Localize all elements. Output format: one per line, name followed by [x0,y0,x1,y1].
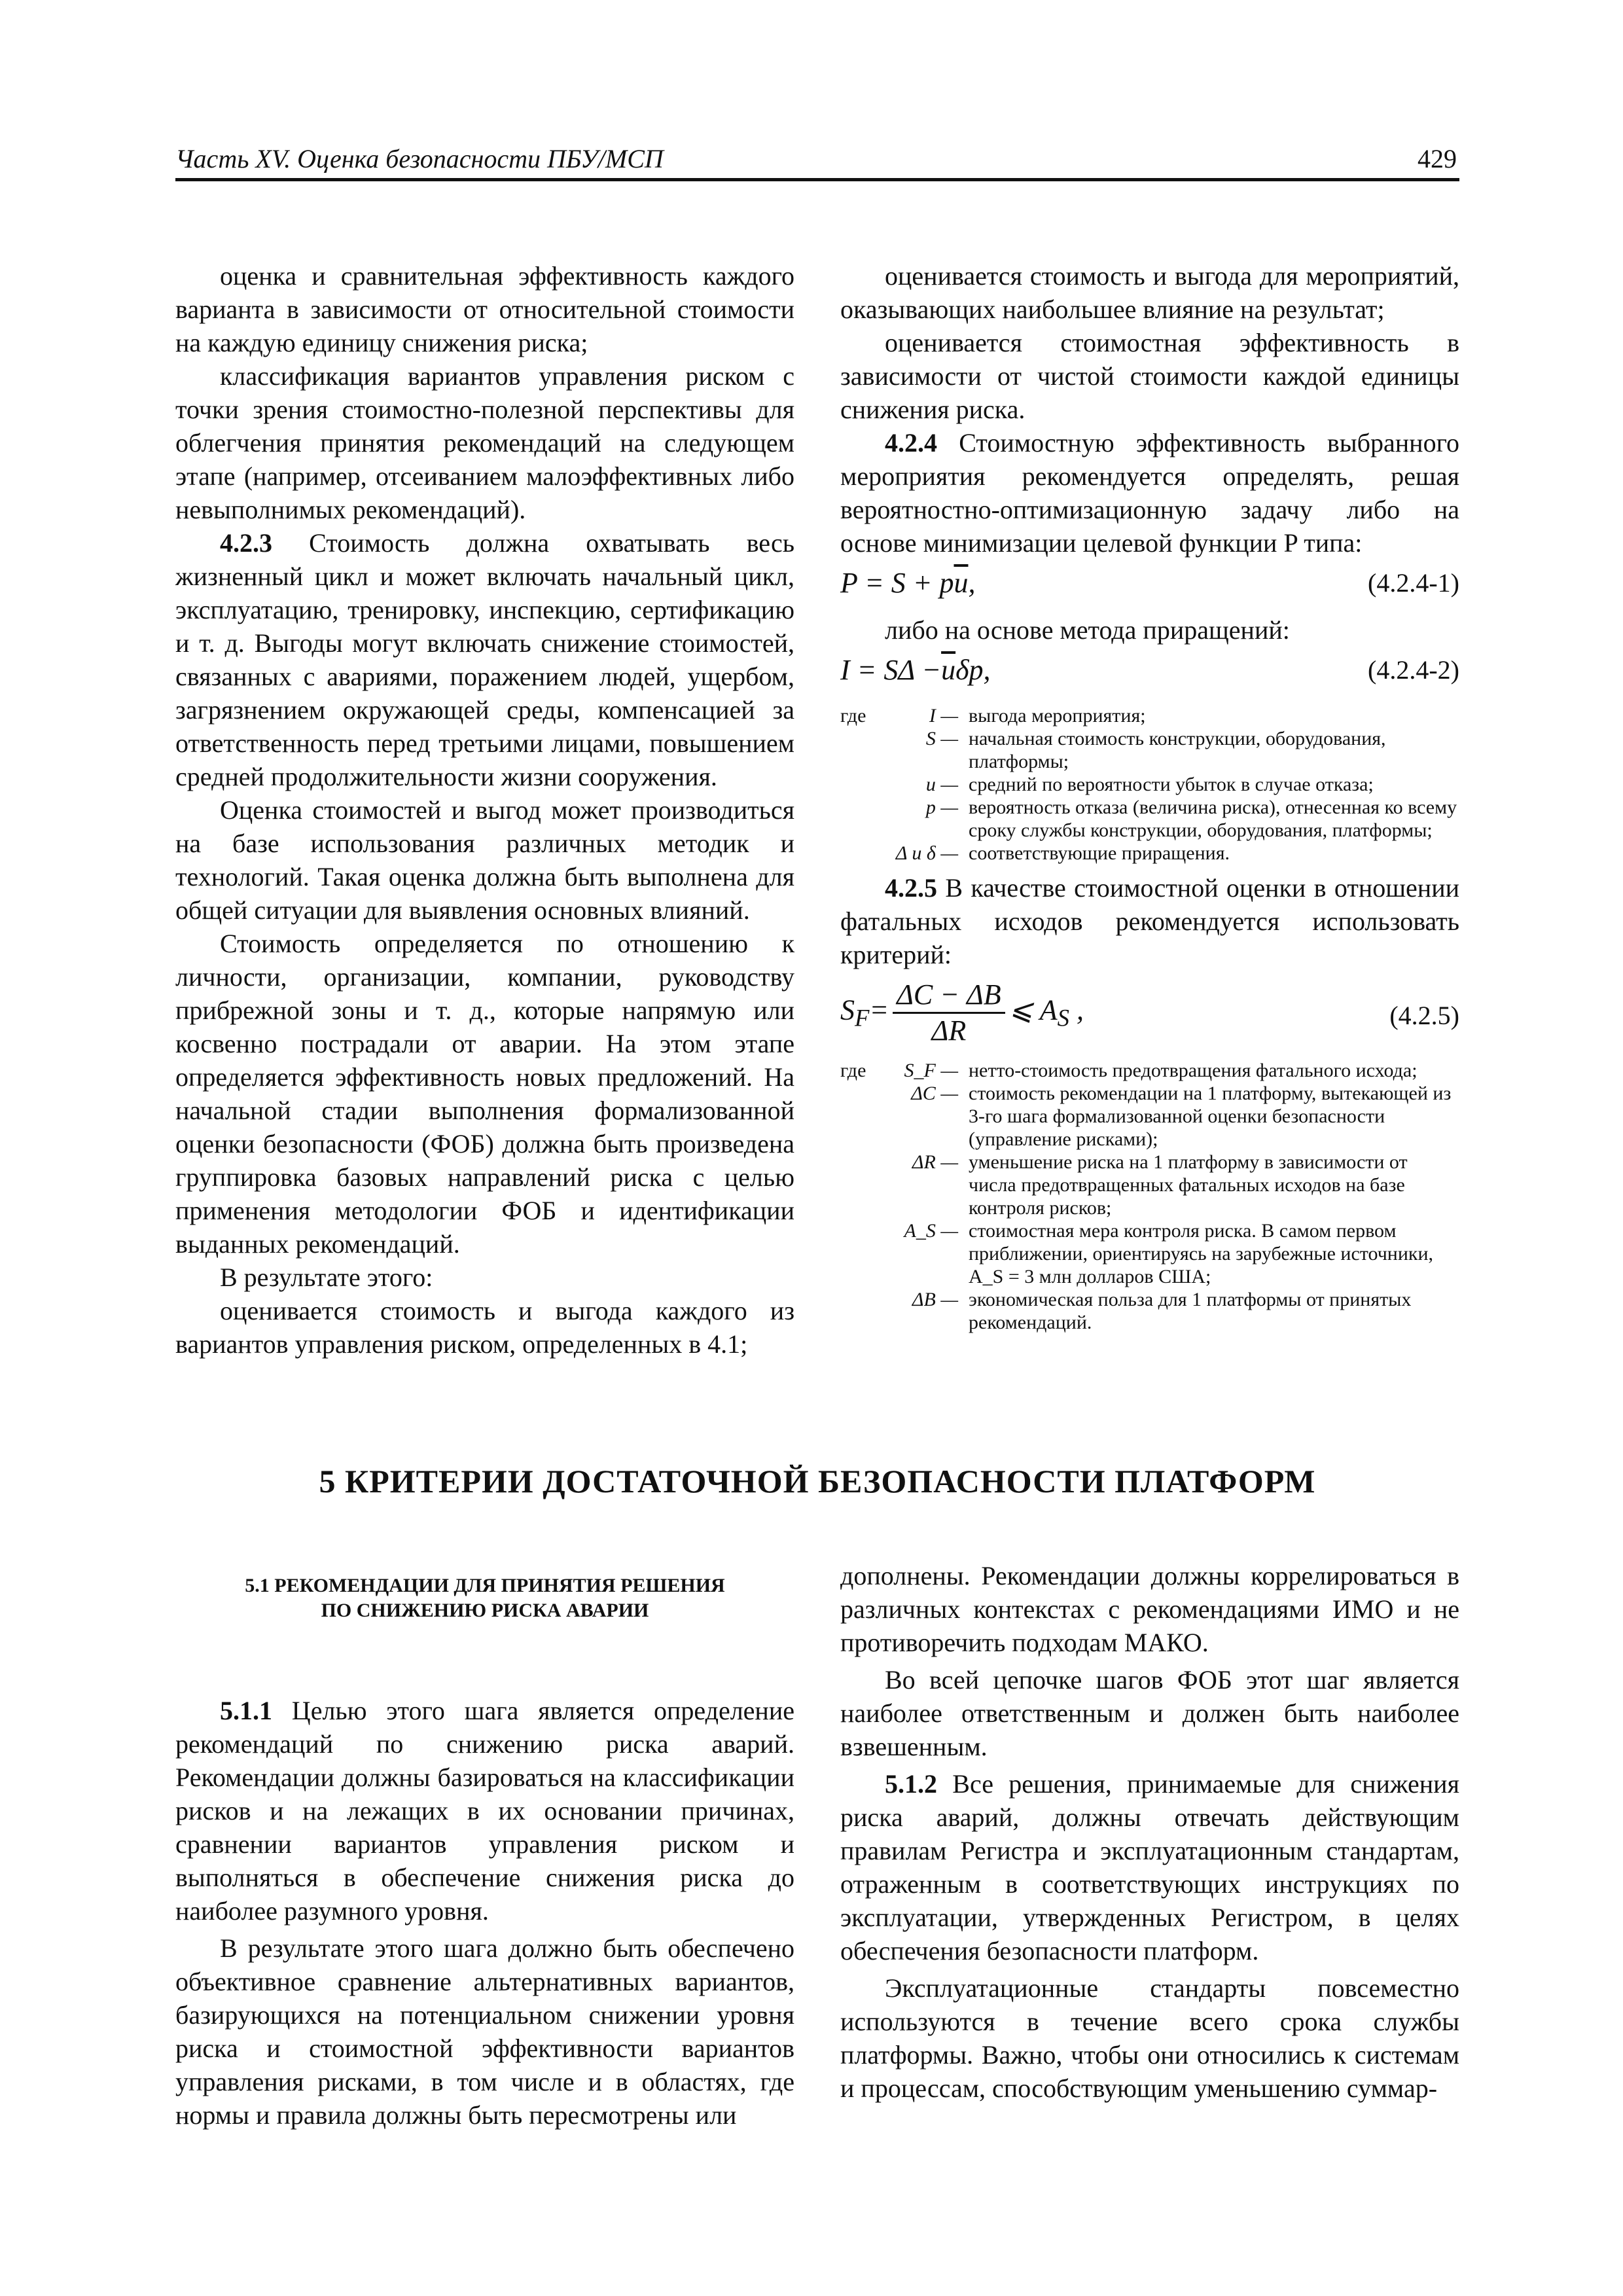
formula-expression [840,653,991,687]
paragraph: классификация вариантов управления риском с точки зрения стоимостно-полезной перспективы для облегчения принятия рекомендаций на следующем этапе (например, отсеиванием малоэффективных либо невыполнимых рекомендаций). [175,361,794,524]
legend-row [840,727,1459,773]
page-header [175,140,1459,181]
clause-text: Стоимость должна охватывать весь жизненный цикл и может включать начальный цикл, эксплуатацию, тренировку, инспекцию, сертификацию и т. д. Выгоды могут включать снижение стоимостей, связанных с авариями, поражением людей, ущербом, загрязнением окружающей среды, компенсацией за ответственность перед третьими лицами, повышением средней продолжительности жизни сооружения. [175,528,794,791]
running-title: Часть XV. Оценка безопасности ПБУ/МСП [175,144,664,173]
paragraph: В результате этого шага должно быть обеспечено объективное сравнение альтернативных вариантов, базирующихся на потенциальном снижении уровня риска и стоимостной эффективности вариантов управления рисками, в том числе и в областях, где нормы и правила должны быть пересмотрены или [175,1933,794,2130]
paragraph: В результате этого: [220,1263,433,1292]
section-title: 5 КРИТЕРИИ ДОСТАТОЧНОЙ БЕЗОПАСНОСТИ ПЛАТФОРМ [319,1463,1316,1499]
formula-4-2-5 [840,975,1459,1055]
paragraph: Эксплуатационные стандарты повсеместно используются в течение всего срока службы платформы. Важно, чтобы они относились к системам и процессам, способствующим уменьшению суммар- [840,1973,1459,2103]
fraction-denominator: ΔR [931,1014,967,1047]
legend-text: средний по вероятности убыток в случае отказа; [969,774,1374,795]
paragraph: оценивается стоимость и выгода для мероприятий, оказывающих наибольшее влияние на результат; [840,261,1459,324]
formula-4-2-4-2 [840,647,1459,700]
legend-row [840,842,1459,865]
paragraph: Стоимость определяется по отношению к личности, организации, компании, руководству прибрежной зоны и т. д., которые напрямую или косвенно пострадали от аварии. На этом этапе определяется эффективность новых предложений. На начальной стадии выполнения формализованной оценки безопасности (ФОБ) должна быть произведена группировка базовых направлений риска с целью применения методологии ФОБ и идентификации выданных рекомендаций. [175,929,794,1259]
legend-row [840,1288,1459,1334]
clause-text: В качестве стоимостной оценки в отношении фатальных исходов рекомендуется использовать критерий: [840,873,1459,969]
clause-number: 4.2.4 [885,428,937,457]
subsection-title [175,1573,794,1623]
formula-part: = [869,994,889,1026]
legend-row [840,1059,1459,1082]
formula-subscript: S [1057,1004,1069,1031]
paragraph-5-1-1 [175,1694,794,1928]
legend-row [840,1219,1459,1288]
paragraph: Оценка стоимостей и выгод может производиться на базе использования различных методик и технологий. Такая оценка должна быть выполнена для общей ситуации для выявления основных влияний. [175,795,794,925]
right-column-bottom [840,1559,1459,2105]
paragraph-5-1-2 [840,1767,1459,1967]
clause-text: Стоимостную эффективность выбранного мероприятия рекомендуется определять, решая вероятностно-оптимизационную задачу либо на основе минимизации целевой функции P типа: [840,428,1459,558]
legend-4-2-4 [840,704,1459,865]
paragraph-4-2-4 [840,426,1459,560]
formula-expression [840,566,975,600]
legend-symbol: I — [929,705,958,726]
left-column-bottom [175,1694,794,2132]
legend-text: нетто-стоимость предотвращения фатального исхода; [969,1060,1418,1081]
clause-text: Целью этого шага является определение рекомендаций по снижению риска аварий. Рекомендации должны базироваться на классификации рисков и на лежащих в их основании причинах, сравнении вариантов управления риском и выполняться в обеспечение снижения риска до наиболее разумного уровня. [175,1696,794,1926]
legend-row [840,773,1459,796]
page-number: 429 [1418,144,1457,173]
fraction-numerator: ΔC − ΔB [893,978,1005,1014]
legend-symbol: A_S — [904,1220,958,1242]
legend-symbol: p — [925,797,958,818]
paragraph-4-2-5 [840,871,1459,971]
subsection-title-line: 5.1 РЕКОМЕНДАЦИИ ДЛЯ ПРИНЯТИЯ РЕШЕНИЯ [245,1575,725,1596]
where-label: где [840,1060,866,1081]
legend-symbol: S — [925,728,958,749]
paragraph-4-2-3 [175,526,794,793]
legend-symbol: ΔR — [912,1151,958,1173]
formula-part: I = SΔ − [840,654,942,686]
clause-text: Все решения, принимаемые для снижения риска аварий, должны отвечать действующим правилам Регистра и эксплуатационным стандартам, отраженным в соответствующих инструкциях по эксплуатации, утвержденных Регистром, в целях обеспечения безопасности платформ. [840,1769,1459,1965]
legend-symbol: S_F — [904,1060,958,1081]
legend-text: стоимость рекомендации на 1 платформу, вытекающей из 3-го шага формализованной оценки безопасности (управление рисками); [969,1083,1452,1150]
formula-subscript: F [855,1004,870,1031]
where-label: где [840,705,866,726]
paragraph: либо на основе метода приращений: [885,615,1290,645]
formula-part: ⩽ A [1008,994,1058,1026]
legend-text: экономическая польза для 1 платформы от принятых рекомендаций. [969,1289,1412,1333]
subsection-title-line: ПО СНИЖЕНИЮ РИСКА АВАРИИ [321,1600,649,1621]
formula-part: S [840,994,855,1026]
left-column-top [175,259,794,1361]
legend-text: вероятность отказа (величина риска), отнесенная ко всему сроку службы конструкции, оборудования, платформы; [969,797,1457,841]
paragraph: оценка и сравнительная эффективность каждого варианта в зависимости от относительной стоимости на каждую единицу снижения риска; [175,261,794,357]
formula-4-2-4-1 [840,560,1459,613]
formula-ubar: $\overline{u}$ [954,567,969,599]
formula-expression [840,978,1084,1048]
formula-number: (4.2.4-2) [1368,655,1459,685]
formula-part: δp, [955,654,991,686]
legend-text: выгода мероприятия; [969,705,1146,726]
paragraph: дополнены. Рекомендации должны коррелироваться в различных контекстах с рекомендациями ИМО и не противоречить подходам МАКО. [840,1561,1459,1657]
legend-text: начальная стоимость конструкции, оборудования, платформы; [969,728,1386,772]
legend-row [840,1151,1459,1219]
legend-row [840,796,1459,842]
legend-symbol: u — [925,774,958,795]
paragraph: Во всей цепочке шагов ФОБ этот шаг является наиболее ответственным и должен быть наиболее взвешенным. [840,1665,1459,1761]
legend-symbol: ΔB — [912,1289,958,1310]
formula-number: (4.2.5) [1389,1001,1459,1030]
clause-number: 4.2.5 [885,873,937,903]
legend-4-2-5 [840,1059,1459,1334]
fraction [893,978,1005,1048]
formula-part: P = S + p [840,567,954,599]
clause-number: 4.2.3 [220,528,272,558]
legend-row [840,704,1459,727]
formula-ubar: $\overline{u}$ [941,654,956,686]
formula-part: , [1069,994,1084,1026]
formula-number: (4.2.4-1) [1368,568,1459,598]
legend-text: стоимостная мера контроля риска. В самом первом приближении, ориентируясь на зарубежные источники, A_S = 3 млн долларов США; [969,1220,1434,1287]
clause-number: 5.1.1 [220,1696,272,1725]
legend-text: соответствующие приращения. [969,842,1230,864]
legend-row [840,1082,1459,1151]
legend-text: уменьшение риска на 1 платформу в зависимости от числа предотвращенных фатальных исходов на базе контроля рисков; [969,1151,1408,1219]
legend-symbol: Δ и δ — [895,842,958,864]
right-column-top [840,259,1459,1340]
legend-symbol: ΔC — [911,1083,958,1104]
formula-part: , [968,567,976,599]
paragraph: оценивается стоимостная эффективность в зависимости от чистой стоимости каждой единицы снижения риска. [840,328,1459,424]
clause-number: 5.1.2 [885,1769,937,1799]
paragraph: оценивается стоимость и выгода каждого из вариантов управления риском, определенных в 4.1; [175,1296,794,1359]
